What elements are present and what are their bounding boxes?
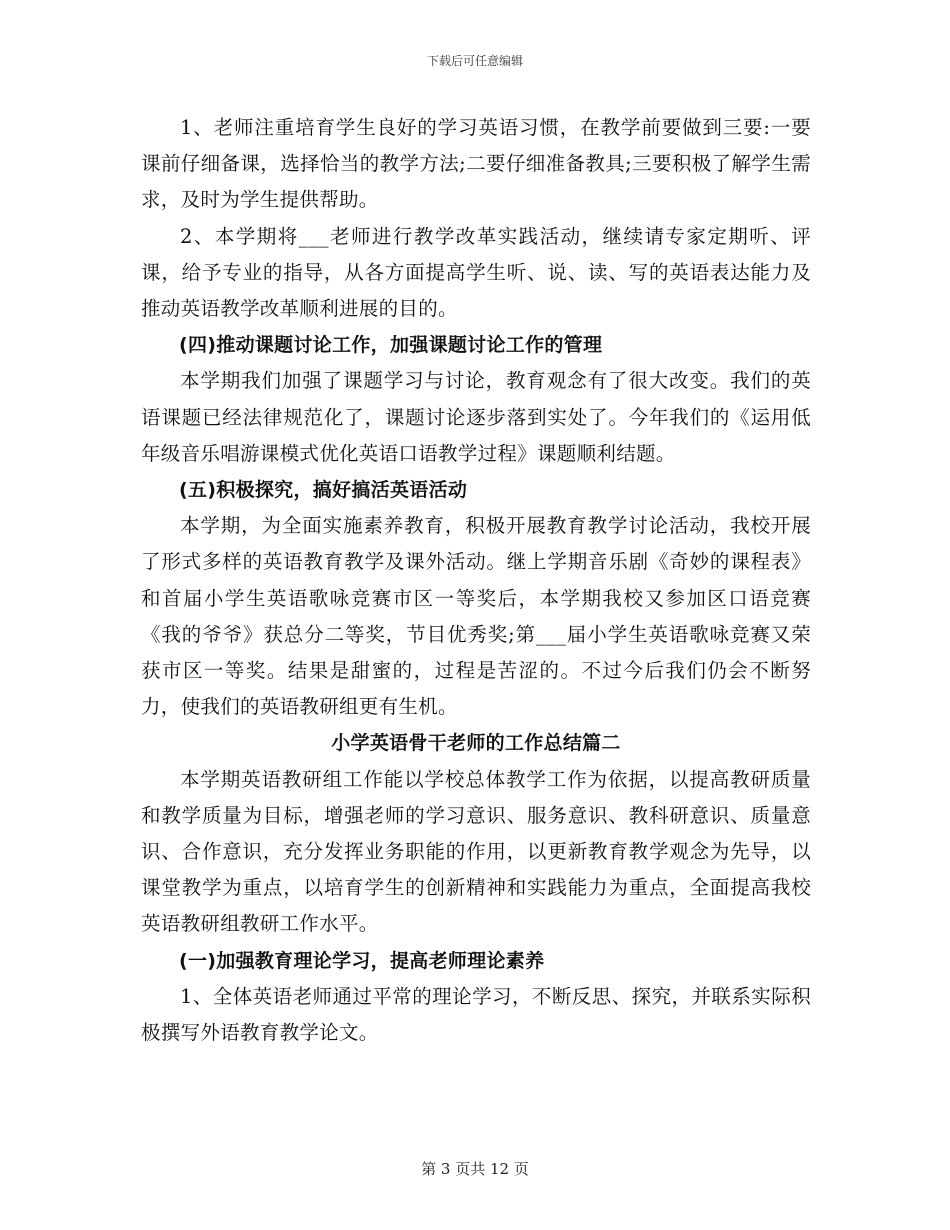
paragraph-english-activities: 本学期，为全面实施素养教育，积极开展教育教学讨论活动，我校开展了形式多样的英语教育教学及课外活动。继上学期音乐剧《奇妙的课程表》和首届小学生英语歌咏竞赛市区一等奖后，本学期我校又参加区口语竞赛《我的爷爷》获总分二等奖，节目优秀奖;第___届小学生英语歌咏竞赛又荣获市区一等奖。结果是甜蜜的，过程是苦涩的。不过今后我们仍会不断努力，使我们的英语教研组更有生机。 (141, 514, 811, 719)
paragraph-semester-overview: 本学期英语教研组工作能以学校总体教学工作为依据，以提高教研质量和教学质量为目标，增强老师的学习意识、服务意识、教科研意识、质量意识、合作意识，充分发挥业务职能的作用，以更新教育教学观念为先导，以课堂教学为重点，以培育学生的创新精神和实践能力为重点，全面提高我校英语教研组教研工作水平。 (141, 767, 811, 936)
article-title-part-two: 小学英语骨干老师的工作总结篇二 (331, 732, 621, 755)
paragraph-research-topic: 本学期我们加强了课题学习与讨论，教育观念有了很大改变。我们的英语课题已经法律规范化了，课题讨论逐步落到实处了。今年我们的《运用低年级音乐唱游课模式优化英语口语教学过程》课题顺利结题。 (141, 369, 811, 465)
document-body (141, 110, 811, 1051)
section-heading-4: (四)推动课题讨论工作，加强课题讨论工作的管理 (179, 334, 603, 357)
paragraph-theory-study: 1、全体英语老师通过平常的理论学习，不断反思、探究，并联系实际积极撰写外语教育教学论文。 (141, 984, 811, 1045)
section-heading-1: (一)加强教育理论学习，提高老师理论素养 (179, 949, 545, 972)
page-header: 下载后可任意编辑 (426, 54, 523, 68)
section-heading-5: (五)积极探究，搞好搞活英语活动 (179, 479, 468, 502)
paragraph-teaching-reform: 2、本学期将___老师进行教学改革实践活动，继续请专家定期听、评课，给予专业的指导，从各方面提高学生听、说、读、写的英语表达能力及推动英语教学改革顺利进展的目的。 (141, 224, 811, 321)
paragraph-teacher-habits: 1、老师注重培育学生良好的学习英语习惯，在教学前要做到三要:一要课前仔细备课，选择恰当的教学方法;二要仔细准备教具;三要积极了解学生需求，及时为学生提供帮助。 (141, 116, 811, 212)
page-footer: 第 3 页共 12 页 (421, 1160, 529, 1178)
